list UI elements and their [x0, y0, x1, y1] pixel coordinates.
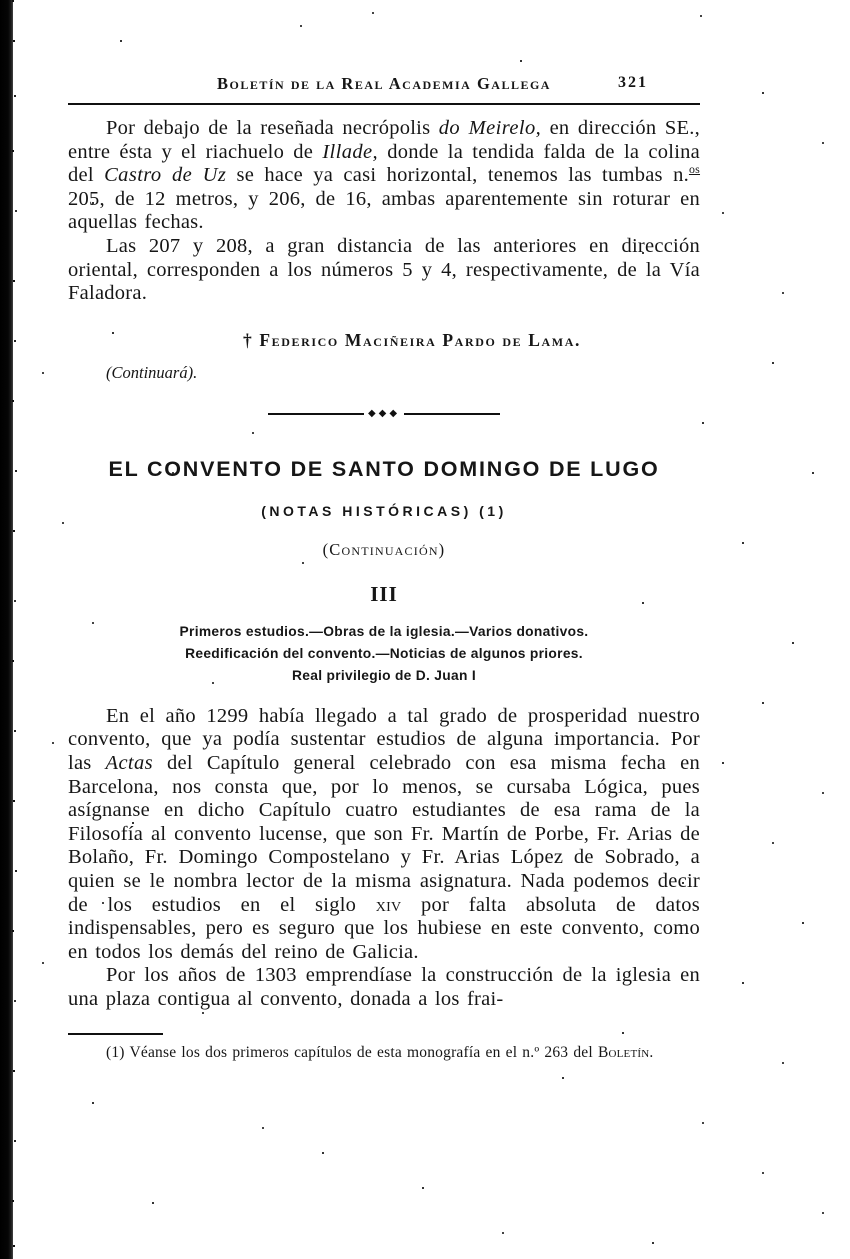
- page-content: [68, 0, 700, 1063]
- scan-binding-ragged-edge: [12, 0, 14, 2]
- italic-run-illade: Illade,: [322, 140, 379, 163]
- text-run: En el año 1299 había llegado a tal grado de prosperidad nuestro convento, que ya podía sustentar estudios de alguna importancia. Por las: [68, 704, 700, 774]
- text-run: donde la tendida falda de la colina del: [68, 140, 701, 187]
- paragraph-iglesia: Por los años de 1303 emprendíase la construcción de la iglesia en una plaza contigua al convento, donada a los frai-: [68, 964, 700, 1010]
- text-run: del Capítulo general celebrado con esa misma fecha en Barcelona, nos consta que, por lo menos, se cursaba Lógica, pues asígnanse en dicho Capítulo cuatro estudiantes de esa rama de la Filosofía al convento lucense, que son Fr. Martín de Porbe, Fr. Arias de Bolaño, Fr. Domingo Compostelano y Fr. Arias López de Sobrado, a quien se le nombra lector de la misma asignatura. Nada podemos decir de los estudios en el siglo: [68, 751, 700, 916]
- text-run: .: [649, 1044, 654, 1062]
- header-rule: [68, 103, 700, 105]
- scan-noise-speckles: [0, 0, 2, 2]
- text-run: 205, de 12 metros, y 206, de 16, ambas aparentemente sin roturar en aquellas fechas.: [68, 187, 700, 234]
- italic-run-actas: Actas: [105, 751, 154, 774]
- section-divider: [68, 407, 700, 419]
- author-signature: † Federico Maciñeira Pardo de Lama.: [243, 329, 581, 350]
- chapter-summary: [68, 621, 700, 687]
- summary-line: Reedificación del convento.—Noticias de algunos priores.: [185, 645, 583, 661]
- text-run: (1) Véanse los dos primeros capítulos de esta monografía en el n.º 263 del: [106, 1044, 598, 1062]
- summary-line: Primeros estudios.—Obras de la iglesia.—Varios donativos.: [179, 623, 589, 639]
- divider-line-right: [404, 413, 500, 415]
- footnote-rule: [68, 1033, 163, 1035]
- text-run: se hace ya casi horizontal, tenemos las tumbas n.: [226, 164, 689, 187]
- footnote-text: [68, 1042, 668, 1063]
- text-run: por falta absoluta de datos indispensables, pero es seguro que los hubiese en este convento, como en todos los demás del reino de Galicia.: [68, 893, 700, 963]
- divider-line-left: [268, 413, 364, 415]
- scan-binding-edge: [0, 0, 13, 1259]
- page-number: 321: [618, 74, 648, 91]
- article-title: EL CONVENTO DE SANTO DOMINGO DE LUGO: [108, 456, 660, 481]
- article-subtitle: (NOTAS HISTÓRICAS) (1): [261, 502, 507, 519]
- summary-line: Real privilegio de D. Juan I: [292, 667, 476, 683]
- italic-run-meirelo: do Meirelo,: [438, 117, 542, 139]
- paragraph-via-faladora: Las 207 y 208, a gran distancia de las anteriores en dirección oriental, corresponden a los números 5 y 4, respectivamente, de la Vía Faladora.: [68, 234, 700, 305]
- ordinal-superscript: os: [688, 162, 701, 177]
- text-run: Por debajo de la reseñada necrópolis: [106, 117, 439, 139]
- text-run: en dirección SE., entre ésta y el riachuelo de: [68, 117, 700, 163]
- paragraph-estudios: [68, 705, 700, 965]
- running-header: [68, 74, 700, 96]
- paragraph-tumbas: [68, 117, 700, 235]
- continuation-note: (Continuará).: [106, 362, 198, 382]
- smallcaps-run-xiv: xiv: [375, 893, 402, 916]
- italic-run-castro: Castro de Uz: [104, 164, 227, 187]
- divider-ornament-icon: ◆◆◆: [367, 407, 401, 419]
- article-continuation-label: (Continuación): [322, 539, 446, 559]
- smallcaps-run-boletin: Boletín: [597, 1044, 650, 1062]
- journal-title: Boletín de la Real Academia Gallega: [217, 74, 551, 93]
- chapter-number: III: [370, 581, 398, 606]
